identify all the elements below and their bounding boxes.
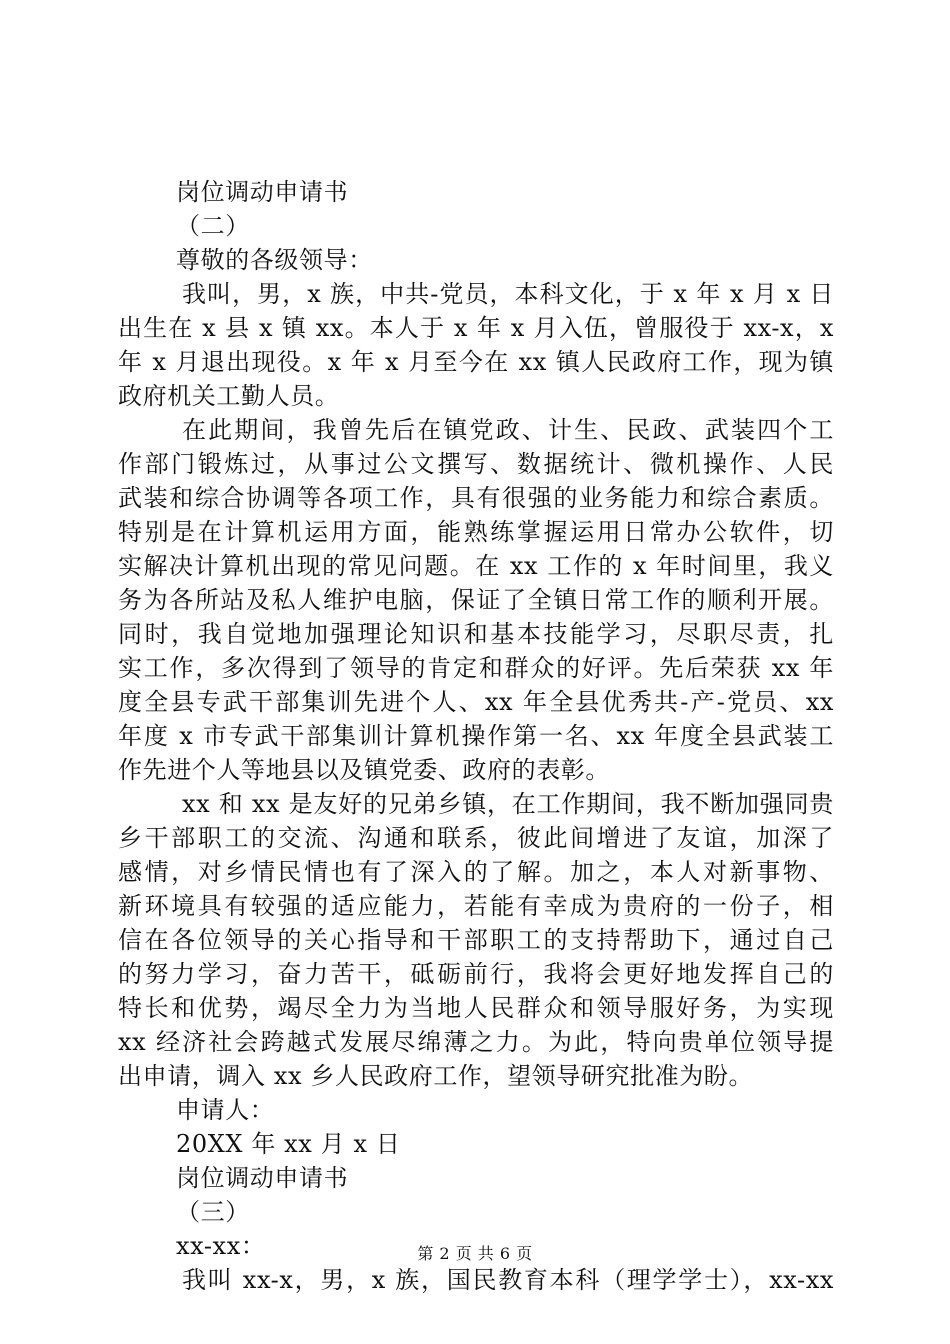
- paragraph-line: 武装和综合协调等各项工作，具有很强的业务能力和综合素质。: [118, 484, 834, 512]
- paragraph-line: xx 经济社会跨越式发展尽绵薄之力。为此，特向贵单位领导提: [118, 1028, 834, 1056]
- paragraph-line: 的努力学习，奋力苦干，砥砺前行，我将会更好地发挥自己的: [118, 960, 834, 988]
- paragraph-line: 实工作，多次得到了领导的肯定和群众的好评。先后荣获 xx 年: [118, 654, 834, 682]
- paragraph-line: 政府机关工勤人员。: [118, 382, 340, 410]
- paragraph-line: 新环境具有较强的适应能力，若能有幸成为贵府的一份子，相: [118, 892, 834, 920]
- paragraph-line: 在此期间，我曾先后在镇党政、计生、民政、武装四个工: [182, 416, 834, 444]
- paragraph-line: 作先进个人等地县以及镇党委、政府的表彰。: [118, 756, 610, 784]
- paragraph-line: 年度 x 市专武干部集训计算机操作第一名、xx 年度全县武装工: [118, 722, 834, 750]
- salutation: xx-xx：: [176, 1232, 266, 1260]
- paragraph-line: 乡干部职工的交流、沟通和联系，彼此间增进了友谊，加深了: [118, 824, 834, 852]
- applicant-label: 申请人：: [176, 1096, 275, 1124]
- paragraph-line: 感情，对乡情民情也有了深入的了解。加之，本人对新事物、: [118, 858, 834, 886]
- paragraph-line: 同时，我自觉地加强理论知识和基本技能学习，尽职尽责，扎: [118, 620, 834, 648]
- paragraph-line: 特别是在计算机运用方面，能熟练掌握运用日常办公软件，切: [118, 518, 834, 546]
- paragraph-line: 出生在 x 县 x 镇 xx。本人于 x 年 x 月入伍，曾服役于 xx-x，x: [118, 314, 834, 342]
- paragraph-line: 务为各所站及私人维护电脑，保证了全镇日常工作的顺利开展。: [118, 586, 834, 614]
- page-footer: 第 2 页 共 6 页: [417, 1244, 533, 1263]
- section-number: （二）: [176, 212, 250, 240]
- paragraph-line: 特长和优势，竭尽全力为当地人民群众和领导服好务，为实现: [118, 994, 834, 1022]
- section-title: 岗位调动申请书: [176, 178, 349, 206]
- paragraph-line: 我叫，男，x 族，中共-党员，本科文化，于 x 年 x 月 x 日: [182, 280, 834, 308]
- paragraph-line: 信在各位领导的关心指导和干部职工的支持帮助下，通过自己: [118, 926, 834, 954]
- paragraph-2: [118, 413, 834, 787]
- section-title: 岗位调动申请书: [176, 1164, 349, 1192]
- paragraph-1: [118, 277, 834, 413]
- paragraph-line: 度全县专武干部集训先进个人、xx 年全县优秀共-产-党员、xx: [118, 688, 834, 716]
- application-date: 20XX 年 xx 月 x 日: [176, 1130, 401, 1158]
- section-number: （三）: [176, 1198, 250, 1226]
- paragraph-line: xx 和 xx 是友好的兄弟乡镇，在工作期间，我不断加强同贵: [182, 790, 834, 818]
- paragraph-line: 作部门锻炼过，从事过公文撰写、数据统计、微机操作、人民: [118, 450, 834, 478]
- paragraph-line: 年 x 月退出现役。x 年 x 月至今在 xx 镇人民政府工作，现为镇: [118, 348, 834, 376]
- paragraph-line: 出申请，调入 xx 乡人民政府工作，望领导研究批准为盼。: [118, 1062, 754, 1090]
- paragraph-line: 我叫 xx-x，男，x 族，国民教育本科（理学学士），xx-xx: [182, 1266, 834, 1294]
- paragraph-3: [118, 787, 834, 1093]
- paragraph-line: 实解决计算机出现的常见问题。在 xx 工作的 x 年时间里，我义: [118, 552, 834, 580]
- document-body: [118, 175, 834, 1297]
- salutation: 尊敬的各级领导：: [176, 246, 373, 274]
